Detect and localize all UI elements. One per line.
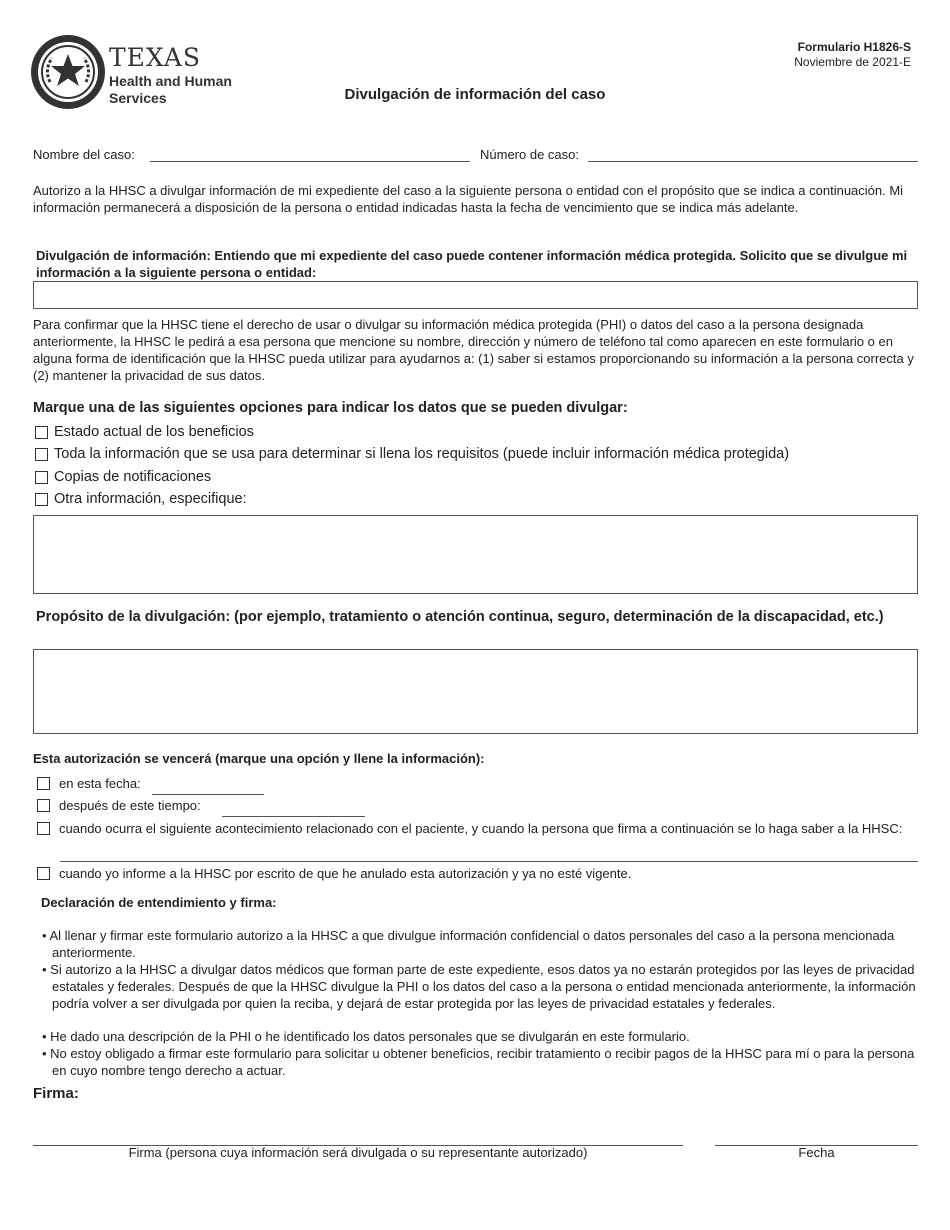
- purpose-field[interactable]: [33, 649, 918, 734]
- option-notice-copies-checkbox[interactable]: [35, 471, 48, 484]
- expire-event-label: cuando ocurra el siguiente acontecimiento relacionado con el paciente, y cuando la persona que firma a continuación se lo haga saber a la HHSC:: [59, 821, 903, 836]
- expire-revoke-checkbox[interactable]: [37, 867, 50, 880]
- logo-hhs-line: Health and Human: [109, 73, 232, 89]
- declaration-bullet-text: No estoy obligado a firmar este formulario para solicitar u obtener beneficios, recibir tratamiento o recibir pagos de la HHSC para mí o para la persona en cuyo nombre tengo derecho a actuar.: [50, 1046, 915, 1078]
- option-eligibility-info-label: Toda la información que se usa para determinar si llena los requisitos (puede incluir información médica protegida): [54, 446, 790, 462]
- other-info-field[interactable]: [33, 515, 918, 594]
- logo-texas: TEXAS: [109, 43, 202, 72]
- form-date: Noviembre de 2021-E: [794, 55, 911, 69]
- option-other-info-label: Otra información, especifique:: [54, 491, 247, 507]
- intro-paragraph: Autorizo a la HHSC a divulgar información de mi expediente del caso a la siguiente persona o entidad con el propósito que se indica a continuación. Mi información permanecerá a disposición de la persona o entidad indicadas hasta la fecha de vencimiento que se indica más adelante.: [33, 183, 904, 215]
- option-benefits-status-checkbox[interactable]: [35, 426, 48, 439]
- declaration-bullet: • Si autorizo a la HHSC a divulgar datos médicos que forman parte de este expediente, esos datos ya no estarán protegidos por las leyes de privacidad estatales y federales. Después de que la HHSC divulgue la PHI o los datos del caso a la persona o entidad mencionada anteriormente, la información podría volver a ser divulgada por quien la reciba, y dejará de estar protegida por las leyes de privacidad estatales y federales.: [42, 962, 916, 1011]
- declaration-bullet: • No estoy obligado a firmar este formulario para solicitar u obtener beneficios, recibir tratamiento o recibir pagos de la HHSC para mí o para la persona en cuyo nombre tengo derecho a actuar.: [42, 1046, 915, 1078]
- declaration-bullet-text: Si autorizo a la HHSC a divulgar datos médicos que forman parte de este expediente, esos datos ya no estarán protegidos por las leyes de privacidad estatales y federales. Después de que la HHSC divulgue la PHI o los datos del caso a la persona o entidad mencionada anteriormente, la información podría volver a ser divulgada por quien la reciba, y dejará de estar protegida por las leyes de privacidad estatales y federales.: [50, 962, 916, 1011]
- option-notice-copies-label: Copias de notificaciones: [54, 469, 212, 485]
- expire-event-field[interactable]: [60, 861, 918, 862]
- expire-time-label: después de este tiempo:: [59, 798, 201, 813]
- case-number-field[interactable]: [588, 161, 918, 162]
- options-heading: Marque una de las siguientes opciones para indicar los datos que se pueden divulgar:: [33, 400, 628, 416]
- form-number: Formulario H1826-S: [797, 40, 911, 54]
- case-name-label: Nombre del caso:: [33, 147, 135, 162]
- option-benefits-status-label: Estado actual de los beneficios: [54, 424, 254, 440]
- purpose-heading: Propósito de la divulgación: (por ejemplo, tratamiento o atención continua, seguro, determinación de la discapacidad, etc.): [36, 609, 884, 625]
- page-title: Divulgación de información del caso: [344, 86, 606, 103]
- option-eligibility-info-checkbox[interactable]: [35, 448, 48, 461]
- case-name-field[interactable]: [150, 161, 470, 162]
- expire-revoke-label: cuando yo informe a la HHSC por escrito de que he anulado esta autorización y ya no esté vigente.: [59, 866, 632, 881]
- case-number-label: Número de caso:: [480, 147, 579, 162]
- declaration-bullet-text: He dado una descripción de la PHI o he identificado los datos personales que se divulgarán en este formulario.: [50, 1029, 690, 1044]
- expire-date-field[interactable]: [152, 794, 264, 795]
- expire-time-field[interactable]: [222, 816, 365, 817]
- expire-date-label: en esta fecha:: [59, 776, 141, 791]
- expire-event-checkbox[interactable]: [37, 822, 50, 835]
- declaration-bullet-text: Al llenar y firmar este formulario autorizo a la HHSC a que divulgue información confidencial o datos personales del caso a la persona mencionada anteriormente.: [49, 928, 895, 960]
- phi-paragraph: Para confirmar que la HHSC tiene el derecho de usar o divulgar su información médica protegida (PHI) o datos del caso a la persona designada anteriormente, la HHSC le pedirá a esa persona que mencione su nombre, dirección y número de teléfono tal como aparecen en este formulario o en alguna forma de identificación que la HHSC pueda utilizar para ayudarnos a: (1) saber si estamos proporcionando su información a la persona correcta y (2) mantener la privacidad de sus datos.: [33, 317, 914, 383]
- expire-date-checkbox[interactable]: [37, 777, 50, 790]
- disclosure-recipient-field[interactable]: [33, 281, 918, 309]
- option-other-info-checkbox[interactable]: [35, 493, 48, 506]
- signature-date-label: Fecha: [798, 1145, 835, 1160]
- signature-label: Firma (persona cuya información será divulgada o su representante autorizado): [128, 1145, 588, 1160]
- disclosure-heading: Divulgación de información: Entiendo que mi expediente del caso puede contener información médica protegida. Solicito que se divulgue mi información a la siguiente persona o entidad:: [36, 248, 908, 280]
- expiration-heading: Esta autorización se vencerá (marque una opción y llene la información):: [33, 751, 485, 766]
- signature-heading: Firma:: [33, 1085, 79, 1102]
- declaration-heading: Declaración de entendimiento y firma:: [41, 895, 277, 910]
- declaration-bullet: • He dado una descripción de la PHI o he identificado los datos personales que se divulgarán en este formulario.: [42, 1029, 690, 1044]
- declaration-bullet: • Al llenar y firmar este formulario autorizo a la HHSC a que divulgue información confidencial o datos personales del caso a la persona mencionada anteriormente.: [42, 928, 895, 960]
- logo-services: Services: [109, 90, 167, 106]
- expire-time-checkbox[interactable]: [37, 799, 50, 812]
